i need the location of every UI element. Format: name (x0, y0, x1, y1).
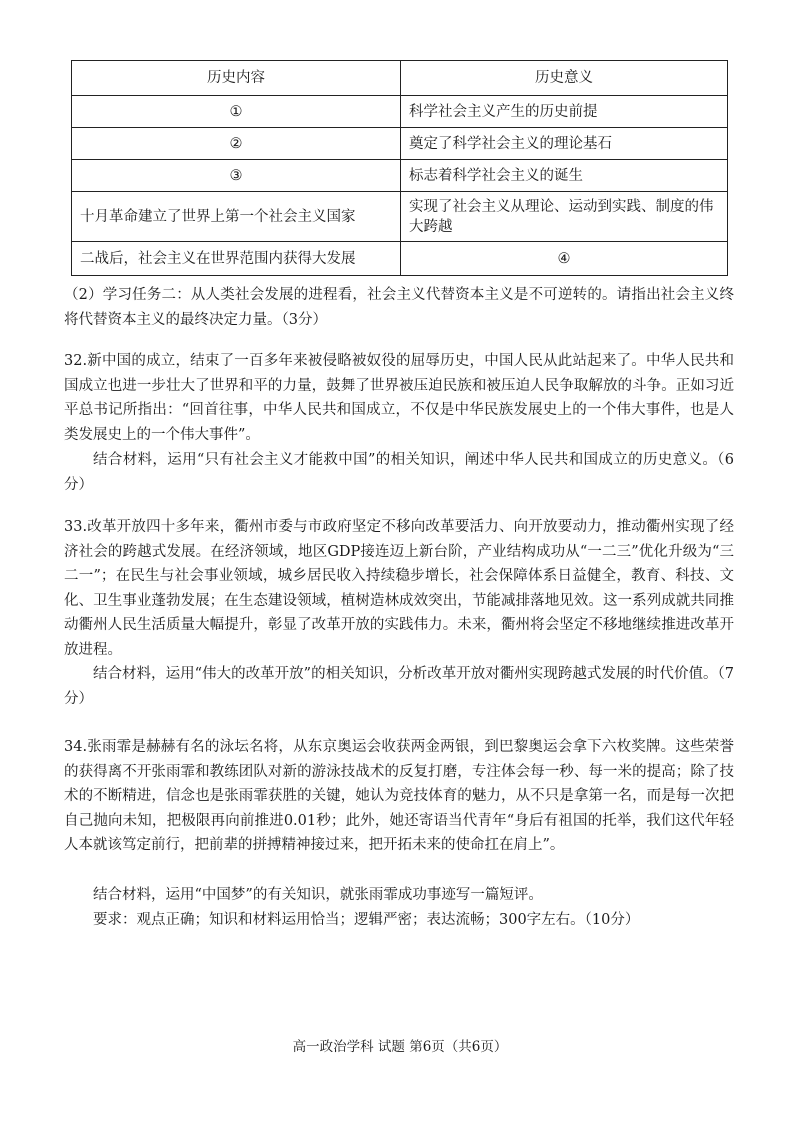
task2-question: （2）学习任务二：从人类社会发展的进程看，社会主义代替资本主义是不可逆转的。请指出社会主义终将代替资本主义的最终决定力量。（3分） (64, 287, 734, 328)
table-cell-content: 二战后，社会主义在世界范围内获得大发展 (72, 242, 401, 276)
table-cell-content: ② (72, 128, 401, 160)
table-header-row (72, 61, 728, 96)
table-row (72, 128, 728, 160)
table-row (72, 192, 728, 242)
q34-question: 结合材料，运用“中国梦”的有关知识，就张雨霏成功事迹写一篇短评。 (93, 887, 543, 903)
table-cell-meaning: 奠定了科学社会主义的理论基石 (401, 128, 728, 160)
table-row (72, 160, 728, 192)
table-row (72, 96, 728, 128)
table-header-meaning: 历史意义 (401, 61, 728, 96)
table-cell-meaning: 标志着科学社会主义的诞生 (401, 160, 728, 192)
table-cell-content: ③ (72, 160, 401, 192)
table-cell-meaning: 科学社会主义产生的历史前提 (401, 96, 728, 128)
table-cell-meaning: ④ (401, 242, 728, 276)
table-row (72, 242, 728, 276)
table-cell-content: ① (72, 96, 401, 128)
history-table (71, 60, 728, 276)
q32-question: 结合材料，运用“只有社会主义才能救中国”的相关知识，阐述中华人民共和国成立的历史意义。（6分） (64, 452, 734, 493)
table-cell-content: 十月革命建立了世界上第一个社会主义国家 (72, 192, 401, 242)
q32-material: 32.新中国的成立，结束了一百多年来被侵略被奴役的屈辱历史，中国人民从此站起来了。中华人民共和国成立也进一步壮大了世界和平的力量，鼓舞了世界被压迫民族和被压迫人民争取解放的斗争。正如习近平总书记所指出：“回首往事，中华人民共和国成立，不仅是中华民族发展史上的一个伟大事件，也是人类发展史上的一个伟大事件”。 (64, 353, 734, 443)
table-cell-meaning: 实现了社会主义从理论、运动到实践、制度的伟大跨越 (401, 192, 728, 242)
table-header-content: 历史内容 (72, 61, 401, 96)
q34-requirement: 要求：观点正确；知识和材料运用恰当；逻辑严密；表达流畅；300字左右。（10分） (93, 912, 640, 928)
page-footer: 高一政治学科 试题 第6页（共6页） (292, 1039, 508, 1055)
q33-material: 33.改革开放四十多年来，衢州市委与市政府坚定不移向改革要活力、向开放要动力，推动衢州实现了经济社会的跨越式发展。在经济领域，地区GDP接连迈上新台阶，产业结构成功从“一二三”优化升级为“三二一”；在民生与社会事业领域，城乡居民收入持续稳步增长，社会保障体系日益健全，教育、科技、文化、卫生事业蓬勃发展；在生态建设领域，植树造林成效突出，节能减排落地见效。这一系列成就共同推动衢州人民生活质量大幅提升，彰显了改革开放的实践伟力。未来，衢州将会坚定不移地继续推进改革开放进程。 (64, 519, 734, 658)
q33-question: 结合材料，运用“伟大的改革开放”的相关知识，分析改革开放对衢州实现跨越式发展的时代价值。（7分） (64, 666, 734, 707)
q34-material: 34.张雨霏是赫赫有名的泳坛名将，从东京奥运会收获两金两银，到巴黎奥运会拿下六枚奖牌。这些荣誉的获得离不开张雨霏和教练团队对新的游泳技战术的反复打磨，专注体会每一秒、每一米的提高；除了技术的不断精进，信念也是张雨霏获胜的关键，她认为竞技体育的魅力，从不只是拿第一名，而是每一次把自己抛向未知，把极限再向前推进0.01秒；此外，她还寄语当代青年“身后有祖国的托举，我们这代年轻人本就该笃定前行，把前辈的拼搏精神接过来，把开拓未来的使命扛在肩上”。 (64, 739, 734, 853)
